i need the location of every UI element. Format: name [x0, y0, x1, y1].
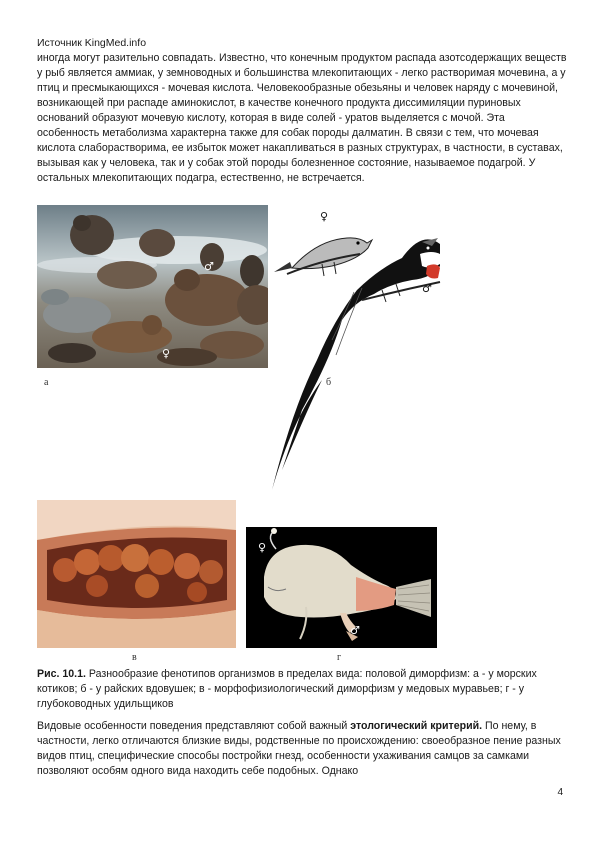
figure-g-anglerfish: [246, 527, 437, 648]
figure-v-honey-ants: [37, 500, 236, 648]
figure-a-label: а: [44, 377, 49, 388]
figure-caption: [37, 667, 567, 712]
female-symbol: ♀: [162, 347, 171, 360]
female-symbol: ♀: [258, 541, 267, 554]
male-symbol: ♂: [350, 624, 360, 637]
anglerfish-photo: [246, 527, 437, 648]
intro-paragraph: иногда могут разительно совпадать. Известно, что конечным продуктом распада азотсодержащих веществ у рыб является аммиак, у земноводных и большинства млекопитающих - легко растворимая мочевина, а у птиц и пресмыкающихся - мочевая кислота. Человекообразные обезьяны и человек наряду с мочевиной, возникающей при распаде аминокислот, в качестве конечного продукта диссимиляции пуриновых оснований образуют мочевую кислоту, которая в виде солей - уратов выделяется с мочой. Эта особенность метаболизма характерна также для собак породы далматин. В связи с тем, что мочевая кислота слаборастворима, ее избыток может накапливаться в разных структурах, в частности, в суставах, вызывая как у человека, так и у собак этой породы болезненное состояние, называемое подагрой. У остальных млекопитающих подагра, естественно, не встречается.: [37, 52, 567, 184]
caption-title: Рис. 10.1.: [37, 668, 86, 680]
caption-text: Разнообразие фенотипов организмов в пределах вида: половой диморфизм: а - у морских котиков; б - у райских вдовушек; в - морфофизиологический диморфизм у медовых муравьев; г - у глубоководных удильщиков: [37, 668, 537, 710]
male-symbol: ♂: [204, 260, 214, 273]
figure-g-label: г: [337, 652, 342, 663]
page-number: 4: [557, 787, 563, 798]
figure-v-label: в: [132, 652, 137, 663]
body-paragraph: [37, 719, 567, 779]
figure-a-fur-seals: [37, 205, 268, 368]
fur-seals-photo: [37, 205, 268, 368]
source-header: Источник KingMed.info: [37, 37, 147, 49]
figure-b-paradise-whydahs: [262, 210, 442, 495]
paradise-whydahs-drawing: [262, 210, 442, 495]
honey-ants-photo: [37, 500, 236, 648]
body-text-after: По нему, в частности, легко отличаются близкие виды, родственные по происхождению: своеобразное пение разных видов птиц, специфические способы постройки гнезд, особенности ухаживания самцов за самками позволяют особям одного вида находить себе подобных. Однако: [37, 720, 561, 777]
male-symbol: ♂: [422, 282, 432, 295]
body-bold-term: этологический критерий.: [350, 720, 483, 732]
figure-b-label: б: [326, 377, 332, 388]
female-symbol: ♀: [320, 210, 329, 223]
body-text-before: Видовые особенности поведения представляют собой важный: [37, 720, 351, 732]
